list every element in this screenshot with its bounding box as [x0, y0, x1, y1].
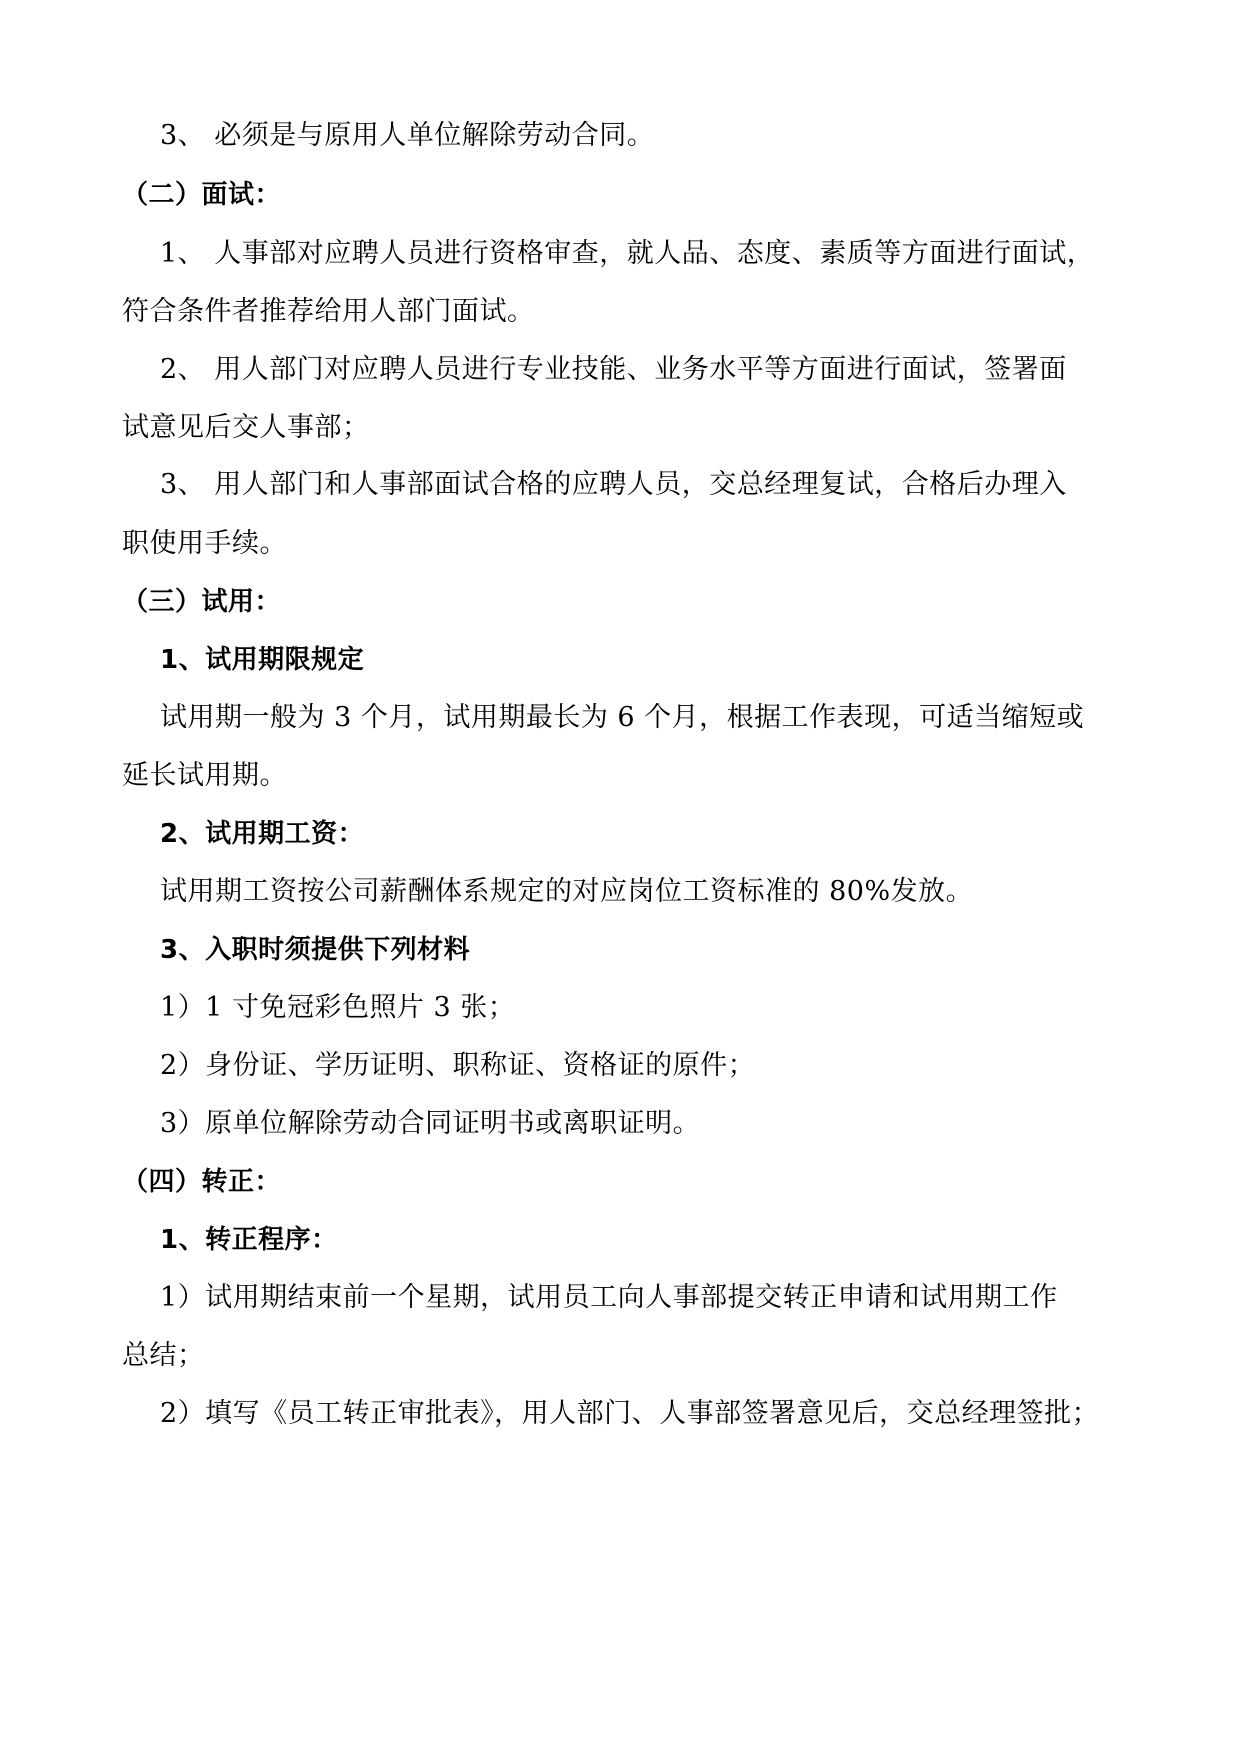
- paragraph-probation-period-line-1: 试用期一般为 3 个月，试用期最长为 6 个月，根据工作表现，可适当缩短或: [160, 702, 1085, 733]
- paragraph-interview-2-line-1: 2、 用人部门对应聘人员进行专业技能、业务水平等方面进行面试，签署面: [160, 354, 1067, 385]
- paragraph-regularization-1-line-1: 1）试用期结束前一个星期，试用员工向人事部提交转正申请和试用期工作: [160, 1282, 1058, 1313]
- section-heading-probation: （三）试用：: [122, 587, 282, 617]
- list-item-material-termination-proof: 3）原单位解除劳动合同证明书或离职证明。: [160, 1108, 701, 1139]
- section-heading-regularization: （四）转正：: [122, 1167, 282, 1197]
- subheading-required-materials: 3、入职时须提供下列材料: [160, 935, 471, 965]
- list-item-material-photo: 1）1 寸免冠彩色照片 3 张；: [160, 992, 516, 1023]
- paragraph-interview-3-line-2: 职使用手续。: [122, 528, 287, 559]
- section-heading-interview: （二）面试：: [122, 180, 282, 210]
- paragraph-interview-1-line-2: 符合条件者推荐给用人部门面试。: [122, 296, 535, 327]
- subheading-regularization-procedure: 1、转正程序：: [160, 1225, 338, 1255]
- paragraph-regularization-2-line-1: 2）填写《员工转正审批表》，用人部门、人事部签署意见后，交总经理签批；: [160, 1398, 1100, 1429]
- paragraph-probation-salary: 试用期工资按公司薪酬体系规定的对应岗位工资标准的 80%发放。: [160, 876, 974, 907]
- list-item-terminate-contract: 3、 必须是与原用人单位解除劳动合同。: [160, 120, 655, 151]
- subheading-probation-period: 1、试用期限规定: [160, 645, 365, 675]
- subheading-probation-salary: 2、试用期工资：: [160, 819, 365, 849]
- paragraph-interview-1-line-1: 1、 人事部对应聘人员进行资格审查，就人品、态度、素质等方面进行面试，: [160, 238, 1095, 269]
- list-item-material-certificates: 2）身份证、学历证明、职称证、资格证的原件；: [160, 1050, 756, 1081]
- paragraph-interview-3-line-1: 3、 用人部门和人事部面试合格的应聘人员，交总经理复试，合格后办理入: [160, 469, 1067, 500]
- paragraph-regularization-1-line-2: 总结；: [122, 1340, 205, 1371]
- paragraph-interview-2-line-2: 试意见后交人事部；: [122, 412, 370, 443]
- paragraph-probation-period-line-2: 延长试用期。: [122, 760, 287, 791]
